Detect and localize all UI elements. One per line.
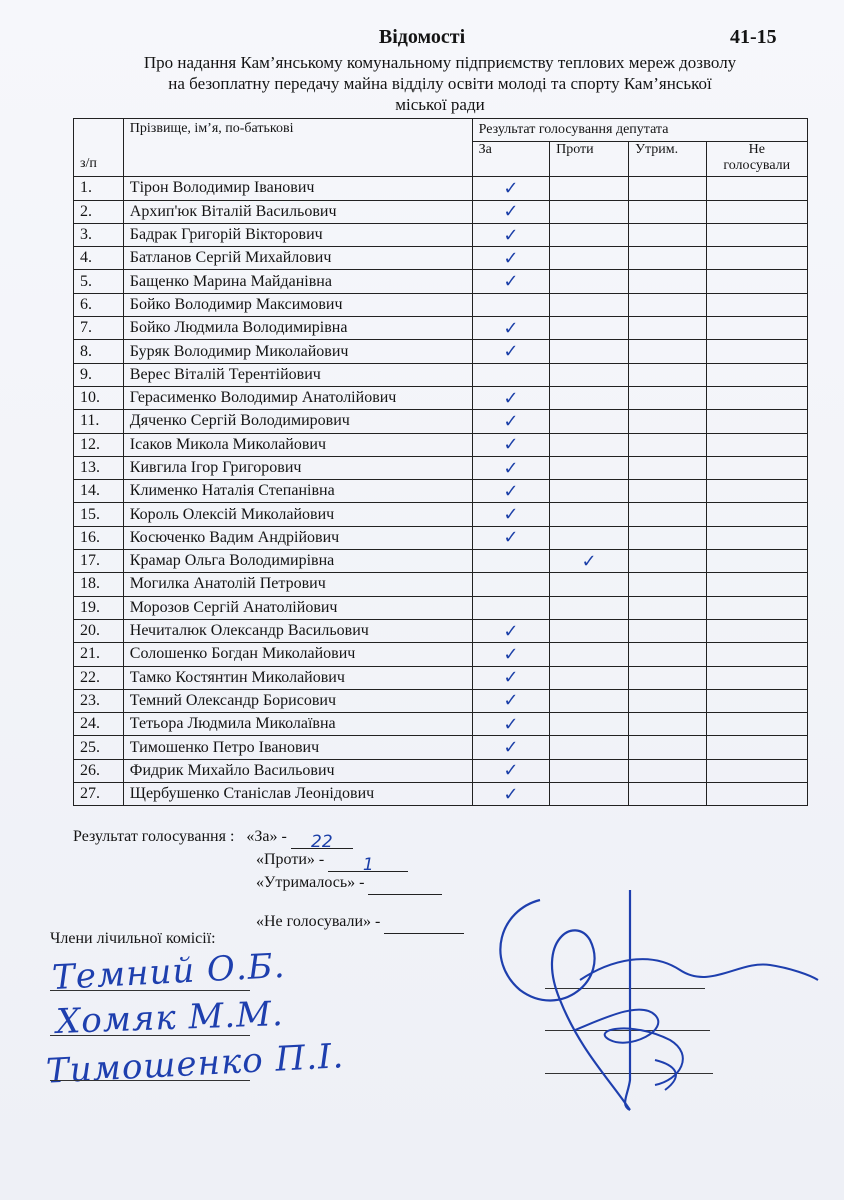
table-row [74,340,808,363]
table-row [74,200,808,223]
deputy-name: Солошенко Богдан Миколайович [123,643,472,666]
deputy-name: Ісаков Микола Миколайович [123,433,472,456]
document-subtitle [80,52,800,115]
deputy-name: Король Олексій Миколайович [123,503,472,526]
header-full-name: Прізвище, ім’я, по-батькові [123,119,472,177]
deputy-name: Бойко Володимир Максимович [123,293,472,316]
vote-not-voted-cell [706,713,807,736]
row-number: 10. [74,386,124,409]
deputy-name: Бащенко Марина Майданівна [123,270,472,293]
row-number: 2. [74,200,124,223]
row-number: 23. [74,689,124,712]
vote-against-cell [550,270,629,293]
vote-against-cell [550,293,629,316]
vote-not-voted-cell [706,550,807,573]
vote-abstain-cell [629,666,706,689]
row-number: 25. [74,736,124,759]
summary-abstain-row [256,870,442,895]
handwritten-signature-icon [480,880,820,1120]
voting-table [73,118,808,806]
vote-abstain-cell [629,643,706,666]
vote-not-voted-cell [706,293,807,316]
vote-for-cell: ✓ [472,503,549,526]
vote-abstain-cell [629,410,706,433]
summary-for-label: «За» - [246,828,287,845]
deputy-name: Морозов Сергій Анатолійович [123,596,472,619]
table-row [74,526,808,549]
deputy-name: Дяченко Сергій Володимирович [123,410,472,433]
row-number: 15. [74,503,124,526]
vote-against-cell [550,573,629,596]
vote-for-cell: ✓ [472,526,549,549]
summary-against-row [256,847,408,875]
table-row [74,759,808,782]
vote-against-cell [550,619,629,642]
vote-against-cell [550,689,629,712]
row-number: 11. [74,410,124,433]
vote-abstain-cell [629,619,706,642]
row-number: 13. [74,456,124,479]
vote-for-cell: ✓ [472,666,549,689]
row-number: 19. [74,596,124,619]
vote-abstain-cell [629,713,706,736]
vote-for-cell: ✓ [472,783,549,806]
vote-not-voted-cell [706,410,807,433]
vote-for-cell: ✓ [472,619,549,642]
row-number: 26. [74,759,124,782]
document-title: Відомості [378,26,466,48]
row-number: 22. [74,666,124,689]
vote-not-voted-cell [706,526,807,549]
header-not-voted [706,142,807,177]
table-row [74,363,808,386]
vote-against-cell [550,410,629,433]
vote-not-voted-cell [706,573,807,596]
vote-against-cell [550,759,629,782]
vote-abstain-cell [629,689,706,712]
vote-abstain-cell [629,433,706,456]
table-row [74,270,808,293]
row-number: 8. [74,340,124,363]
subtitle-line: Про надання Кам’янському комунальному підприємству теплових мереж дозволу [143,53,737,72]
row-number: 6. [74,293,124,316]
summary-not-voted-label: «Не голосували» - [256,913,381,930]
summary-abstain-value [368,876,442,895]
row-number: 14. [74,480,124,503]
vote-not-voted-cell [706,247,807,270]
table-row [74,456,808,479]
vote-for-cell [472,596,549,619]
row-number: 17. [74,550,124,573]
signature-line [50,1080,250,1081]
vote-abstain-cell [629,317,706,340]
deputy-name: Щербушенко Станіслав Леонідович [123,783,472,806]
vote-against-cell [550,480,629,503]
row-number: 27. [74,783,124,806]
vote-not-voted-cell [706,643,807,666]
vote-not-voted-cell [706,480,807,503]
table-row [74,596,808,619]
vote-for-cell: ✓ [472,433,549,456]
deputy-name: Герасименко Володимир Анатолійович [123,386,472,409]
table-row [74,480,808,503]
deputy-name: Батланов Сергій Михайлович [123,247,472,270]
vote-for-cell: ✓ [472,270,549,293]
row-number: 12. [74,433,124,456]
vote-for-cell: ✓ [472,456,549,479]
table-row [74,247,808,270]
summary-for-row [73,824,353,852]
table-row [74,573,808,596]
vote-against-cell: ✓ [550,550,629,573]
vote-abstain-cell [629,503,706,526]
vote-for-cell: ✓ [472,643,549,666]
subtitle-line: міської ради [395,95,485,114]
table-row [74,433,808,456]
vote-against-cell [550,363,629,386]
vote-abstain-cell [629,340,706,363]
commission-label: Члени лічильної комісії: [50,930,216,947]
vote-for-cell: ✓ [472,247,549,270]
row-number: 16. [74,526,124,549]
vote-for-cell: ✓ [472,736,549,759]
deputy-name: Бойко Людмила Володимирівна [123,317,472,340]
header-not-voted-line1: Не [748,142,765,158]
vote-abstain-cell [629,456,706,479]
summary-against-value: 1 [328,853,408,872]
table-row [74,503,808,526]
deputy-name: Тамко Костянтин Миколайович [123,666,472,689]
summary-not-voted-row [256,909,464,934]
row-number: 18. [74,573,124,596]
vote-abstain-cell [629,526,706,549]
deputy-name: Нечиталюк Олександр Васильович [123,619,472,642]
table-row [74,550,808,573]
table-row [74,643,808,666]
table-row [74,619,808,642]
vote-abstain-cell [629,759,706,782]
row-number: 9. [74,363,124,386]
vote-for-cell [472,293,549,316]
vote-abstain-cell [629,736,706,759]
vote-against-cell [550,247,629,270]
voting-table-body [74,177,808,806]
vote-abstain-cell [629,596,706,619]
header-for: За [472,142,549,177]
deputy-name: Фидрик Михайло Васильович [123,759,472,782]
vote-against-cell [550,317,629,340]
table-row [74,223,808,246]
vote-not-voted-cell [706,340,807,363]
commission-signature-2: Хомяк М.М. [55,994,285,1042]
vote-for-cell: ✓ [472,386,549,409]
deputy-name: Архип'юк Віталій Васильович [123,200,472,223]
vote-not-voted-cell [706,619,807,642]
vote-not-voted-cell [706,270,807,293]
vote-not-voted-cell [706,689,807,712]
vote-for-cell: ✓ [472,410,549,433]
vote-not-voted-cell [706,736,807,759]
vote-for-cell: ✓ [472,340,549,363]
table-row [74,317,808,340]
vote-not-voted-cell [706,363,807,386]
vote-abstain-cell [629,177,706,200]
header-against: Проти [550,142,629,177]
vote-against-cell [550,736,629,759]
header-abstain: Утрим. [629,142,706,177]
vote-abstain-cell [629,573,706,596]
table-row [74,783,808,806]
row-number: 21. [74,643,124,666]
summary-for-value: 22 [291,830,353,849]
signature-line [50,990,250,991]
vote-against-cell [550,456,629,479]
vote-abstain-cell [629,783,706,806]
row-number: 3. [74,223,124,246]
vote-for-cell: ✓ [472,200,549,223]
vote-not-voted-cell [706,200,807,223]
vote-abstain-cell [629,480,706,503]
vote-not-voted-cell [706,456,807,479]
vote-against-cell [550,223,629,246]
table-row [74,666,808,689]
table-row [74,177,808,200]
vote-abstain-cell [629,386,706,409]
vote-not-voted-cell [706,386,807,409]
vote-against-cell [550,596,629,619]
deputy-name: Крамар Ольга Володимирівна [123,550,472,573]
vote-against-cell [550,783,629,806]
deputy-name: Тірон Володимир Іванович [123,177,472,200]
vote-against-cell [550,666,629,689]
header-row-number: з/п [74,119,124,177]
row-number: 24. [74,713,124,736]
row-number: 7. [74,317,124,340]
deputy-name: Бадрак Григорій Вікторович [123,223,472,246]
vote-abstain-cell [629,270,706,293]
vote-abstain-cell [629,200,706,223]
vote-for-cell [472,550,549,573]
commission-signature-3: Тимошенко П.І. [45,1036,346,1092]
vote-abstain-cell [629,247,706,270]
deputy-name: Темний Олександр Борисович [123,689,472,712]
vote-abstain-cell [629,293,706,316]
vote-not-voted-cell [706,666,807,689]
table-row [74,293,808,316]
vote-against-cell [550,177,629,200]
deputy-name: Верес Віталій Терентійович [123,363,472,386]
summary-against-label: «Проти» - [256,851,325,868]
vote-not-voted-cell [706,503,807,526]
header-vote-result: Результат голосування депутата [472,119,807,142]
row-number: 20. [74,619,124,642]
subtitle-line: на безоплатну передачу майна відділу освіти молоді та спорту Кам’янської [168,74,712,93]
table-row [74,386,808,409]
vote-against-cell [550,200,629,223]
vote-for-cell: ✓ [472,480,549,503]
vote-against-cell [550,340,629,363]
table-row [74,736,808,759]
deputy-name: Могилка Анатолій Петрович [123,573,472,596]
vote-against-cell [550,643,629,666]
document-number: 41-15 [730,26,777,48]
vote-against-cell [550,433,629,456]
vote-not-voted-cell [706,596,807,619]
vote-not-voted-cell [706,317,807,340]
vote-against-cell [550,526,629,549]
vote-for-cell [472,363,549,386]
deputy-name: Тимошенко Петро Іванович [123,736,472,759]
summary-label: Результат голосування : [73,828,235,845]
deputy-name: Кивгила Ігор Григорович [123,456,472,479]
deputy-name: Клименко Наталія Степанівна [123,480,472,503]
deputy-name: Тетьора Людмила Миколаївна [123,713,472,736]
vote-against-cell [550,503,629,526]
table-row [74,713,808,736]
vote-abstain-cell [629,363,706,386]
commission-signature-1: Темний О.Б. [51,945,287,999]
table-row [74,689,808,712]
row-number: 1. [74,177,124,200]
signature-line [50,1035,250,1036]
summary-not-voted-value [384,915,464,934]
vote-not-voted-cell [706,433,807,456]
vote-for-cell: ✓ [472,317,549,340]
table-row [74,410,808,433]
row-number: 5. [74,270,124,293]
vote-for-cell [472,573,549,596]
vote-for-cell: ✓ [472,223,549,246]
vote-for-cell: ✓ [472,759,549,782]
summary-abstain-label: «Утрималось» - [256,874,365,891]
row-number: 4. [74,247,124,270]
vote-not-voted-cell [706,177,807,200]
vote-against-cell [550,386,629,409]
vote-abstain-cell [629,223,706,246]
vote-for-cell: ✓ [472,689,549,712]
vote-not-voted-cell [706,759,807,782]
vote-for-cell: ✓ [472,177,549,200]
vote-not-voted-cell [706,223,807,246]
vote-abstain-cell [629,550,706,573]
header-not-voted-line2: голосували [723,158,791,174]
vote-for-cell: ✓ [472,713,549,736]
deputy-name: Буряк Володимир Миколайович [123,340,472,363]
vote-against-cell [550,713,629,736]
deputy-name: Косюченко Вадим Андрійович [123,526,472,549]
vote-not-voted-cell [706,783,807,806]
